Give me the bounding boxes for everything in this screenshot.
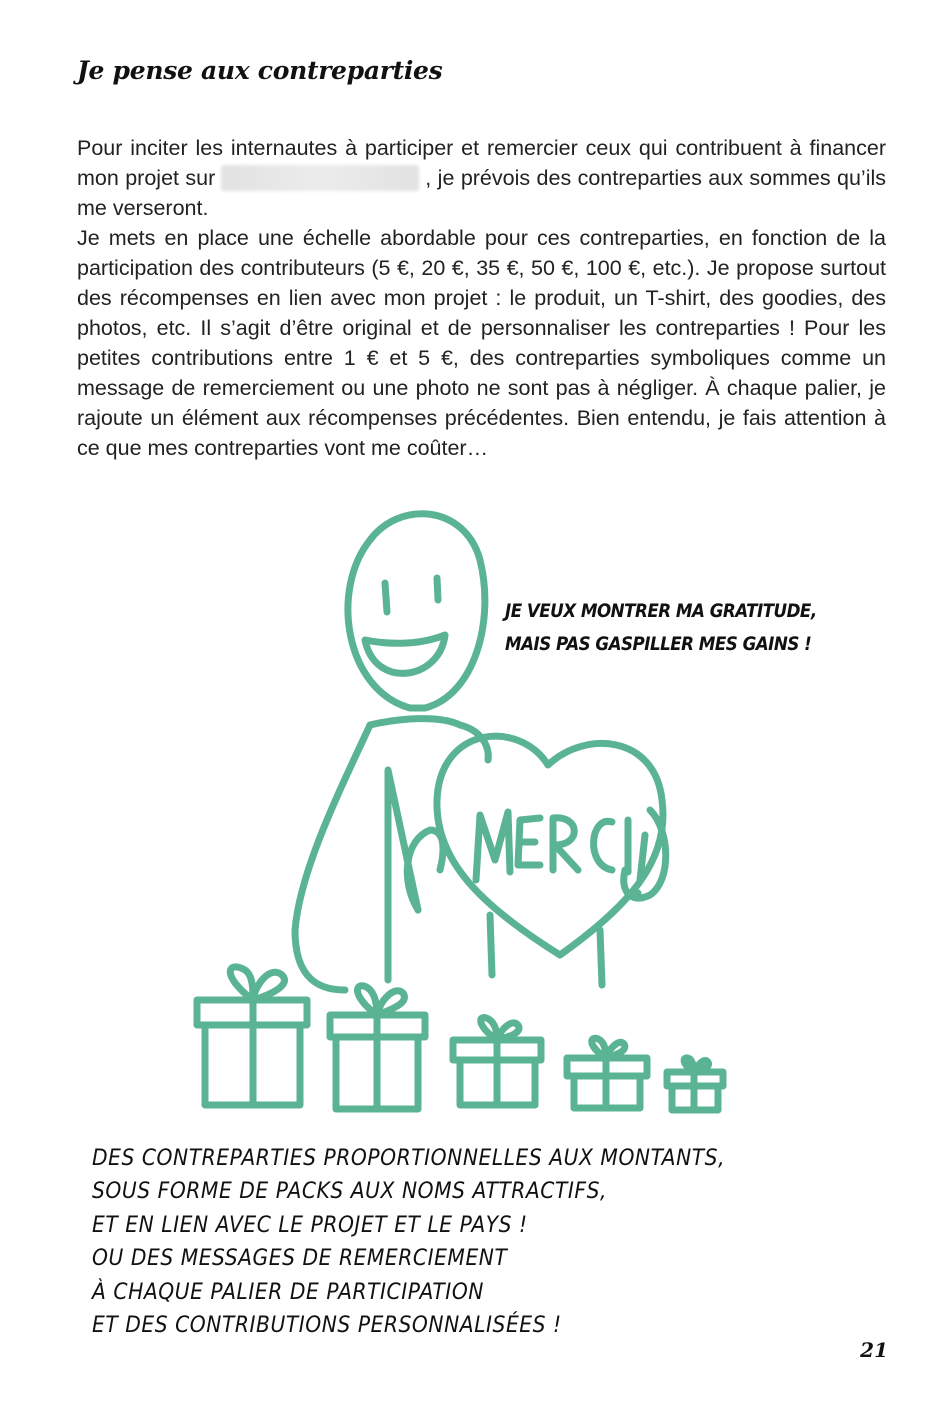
gift-tiny (667, 1058, 723, 1110)
gift-small (567, 1038, 647, 1108)
speech-text (505, 595, 817, 661)
caption-line-3: ET EN LIEN AVEC LE PROJET ET LE PAYS ! (92, 1212, 528, 1238)
section-heading: Je pense aux contreparties (77, 56, 443, 85)
merci-m (476, 812, 510, 880)
merci-c (594, 821, 612, 870)
speech-line-1: JE VEUX MONTRER MA GRATITUDE, (505, 600, 817, 622)
merci-e (518, 818, 540, 865)
smile (365, 635, 445, 673)
heart-stem-right (600, 930, 602, 985)
caption-line-6: ET DES CONTRIBUTIONS PERSONNALISÉES ! (92, 1313, 562, 1339)
caption-line-1: DES CONTREPARTIES PROPORTIONNELLES AUX MONTANTS, (92, 1146, 726, 1171)
paragraph-2: Je mets en place une échelle abordable pour ces contreparties, en fonction de la participation des contributeurs (5 €, 20 €, 35 €, 50 €, 100 €, etc.). Je propose surtout des récompenses en lien avec mon projet : le produit, un T-shirt, des goodies, des photos, etc. Il s’agit d’être original et de personnaliser les contreparties ! Pour les petites contributions entre 1 € et 5 €, des contreparties symboliques comme un message de remerciement ou une photo ne sont pas à négliger. À chaque palier, je rajoute un élément aux récompenses précédentes. Bien entendu, je fais attention à ce que mes contreparties vont me coûter… (77, 226, 886, 460)
merci-r (553, 818, 578, 870)
gift-medium-large (330, 986, 425, 1109)
torso-line (388, 770, 418, 980)
illustration-caption (92, 1142, 725, 1342)
paragraph-1-end: , je prévois des contreparties aux sommes qu’ils me verseront. (77, 166, 886, 220)
left-eye (385, 583, 387, 612)
gift-medium (453, 1018, 541, 1105)
right-eye (437, 578, 438, 600)
body-text (77, 133, 886, 463)
redacted-platform-name (221, 165, 419, 191)
caption-line-2: SOUS FORME DE PACKS AUX NOMS ATTRACTIFS, (92, 1179, 607, 1205)
body-left-line (295, 725, 370, 990)
head-outline (348, 514, 485, 708)
paragraph-1 (77, 133, 886, 223)
heart-stem (490, 915, 492, 975)
gift-large (197, 967, 307, 1105)
speech-line-2: MAIS PAS GASPILLER MES GAINS ! (505, 633, 812, 655)
caption-line-5: À CHAQUE PALIER DE PARTICIPATION (92, 1279, 485, 1305)
paragraph-1-start: Pour inciter les internautes à participer et remercier ceux qui contribuent à financer mon projet sur (77, 136, 886, 190)
caption-line-4: OU DES MESSAGES DE REMERCIEMENT (92, 1246, 508, 1272)
page-number: 21 (860, 1338, 888, 1362)
